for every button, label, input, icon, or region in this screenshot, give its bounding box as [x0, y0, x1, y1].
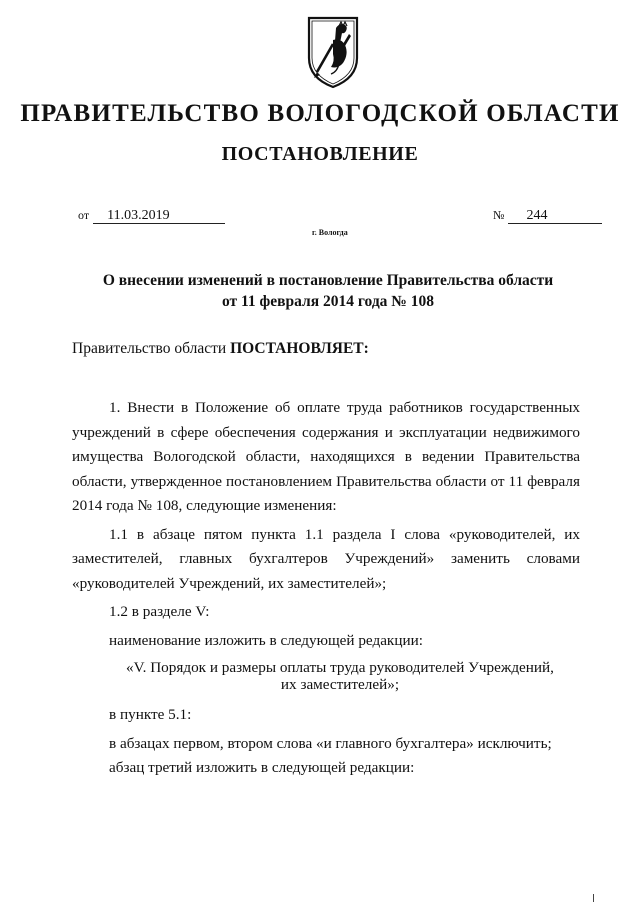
- decree-verb: ПОСТАНОВЛЯЕТ:: [230, 340, 369, 357]
- paragraph-4: наименование изложить в следующей редакции:: [109, 631, 423, 649]
- decree-lead: Правительство области: [72, 340, 227, 357]
- paragraph-1: 1. Внести в Положение об оплате труда работников государственных учреждений в сфере обеспечения содержания и эксплуатации недвижимого имущества Вологодской области, находящихся в ведении Правительства области, утвержденное постановлением Правительства области от 11 февраля 2014 года № 108, следующие изменения:: [72, 399, 580, 514]
- paragraph-7: абзац третий изложить в следующей редакции:: [109, 759, 415, 776]
- quote-line-1: «V. Порядок и размеры оплаты труда руководителей Учреждений,: [126, 659, 554, 676]
- date-prefix: от: [78, 208, 90, 222]
- paragraph-3: 1.2 в разделе V:: [109, 603, 210, 620]
- paragraph-6: в абзацах первом, втором слова «и главного бухгалтера» исключить;: [109, 734, 552, 752]
- number-prefix: №: [493, 208, 505, 222]
- date-field: [78, 208, 225, 224]
- coat-of-arms-icon: [303, 14, 363, 90]
- scan-mark: [593, 894, 594, 902]
- quoted-heading: [72, 659, 580, 693]
- document-type: ПОСТАНОВЛЕНИЕ: [221, 143, 419, 165]
- date-value: 11.03.2019: [93, 208, 225, 224]
- city: г. Вологда: [312, 228, 348, 237]
- decree-statement: [72, 340, 369, 358]
- paragraph-2: 1.1 в абзаце пятом пункта 1.1 раздела I слова «руководителей, их заместителей, главных бухгалтеров Учреждений» заменить словами «руководителей Учреждений, их заместителей»;: [72, 525, 580, 592]
- number-field: [493, 208, 602, 224]
- subject-line-2: от 11 февраля 2014 года № 108: [222, 293, 434, 310]
- organization-title: ПРАВИТЕЛЬСТВО ВОЛОГОДСКОЙ ОБЛАСТИ: [20, 100, 620, 127]
- document-subject: [88, 270, 568, 312]
- paragraph-5: в пункте 5.1:: [109, 706, 192, 723]
- subject-line-1: О внесении изменений в постановление Правительства области: [102, 272, 554, 289]
- quote-line-2: их заместителей»;: [280, 676, 400, 693]
- number-value: 244: [508, 208, 602, 224]
- document-body: [72, 396, 580, 781]
